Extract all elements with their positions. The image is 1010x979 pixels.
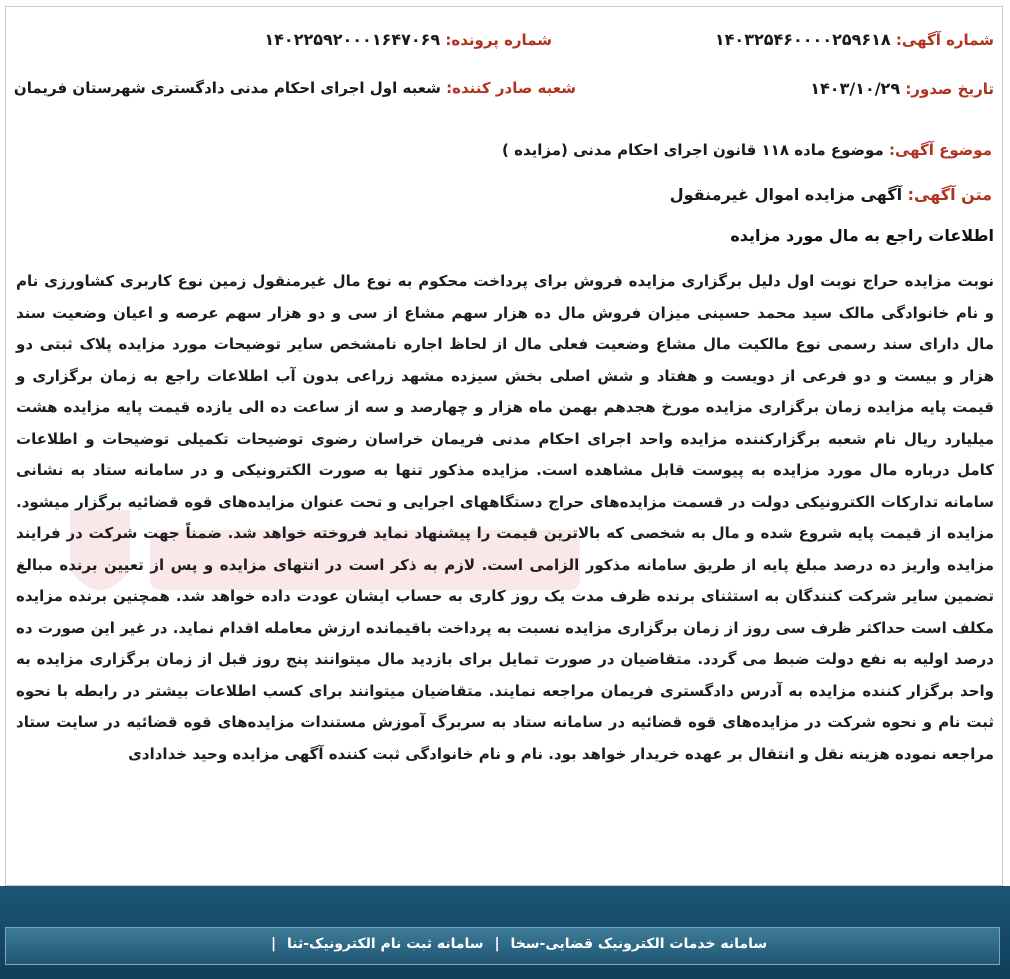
link-sakha[interactable]: سامانه خدمات الکترونیک قضایی-سخا bbox=[510, 936, 768, 952]
case-number-field bbox=[264, 30, 552, 49]
notice-text-field bbox=[670, 185, 992, 204]
notice-text-label: متن آگهی: bbox=[907, 185, 992, 204]
link-sana[interactable]: سامانه ثبت نام الکترونیک-ثنا bbox=[287, 936, 484, 952]
section-heading: اطلاعات راجع به مال مورد مزایده bbox=[730, 226, 994, 245]
issuing-branch-field bbox=[14, 79, 576, 97]
issue-date-label: تاریخ صدور: bbox=[905, 80, 994, 98]
issuing-branch-value: شعبه اول اجرای احکام مدنی دادگستری شهرستان فریمان bbox=[13, 79, 441, 97]
footer-separator: | bbox=[494, 936, 500, 952]
case-number-label: شماره پرونده: bbox=[445, 31, 552, 49]
subject-label: موضوع آگهی: bbox=[888, 141, 992, 159]
ad-number-field bbox=[715, 30, 994, 49]
issue-date-field bbox=[810, 79, 994, 98]
issue-date-value: ۱۴۰۳/۱۰/۲۹ bbox=[810, 79, 901, 98]
footer-separator-end: | bbox=[271, 936, 277, 952]
subject-value: موضوع ماده ۱۱۸ قانون اجرای احکام مدنی (مزایده ) bbox=[502, 141, 884, 159]
footer-links bbox=[265, 936, 767, 952]
notice-text-title: آگهی مزایده اموال غیرمنقول bbox=[669, 185, 903, 204]
issuing-branch-label: شعبه صادر کننده: bbox=[446, 79, 576, 97]
case-number-value: ۱۴۰۲۲۵۹۲۰۰۰۱۶۴۷۰۶۹ bbox=[264, 30, 441, 49]
notice-body: نوبت مزایده حراج نوبت اول دلیل برگزاری مزایده فروش برای پرداخت محکوم به نوع مال غیرمنقول زمین نوع کاربری کشاورزی نام و نام خانوادگی مالک سید محمد حسینی میزان فروش مال ده هزار سهم مشاع از سی و دو هزار سهم عرصه و اعیان وضعیت سند مال دارای سند رسمی نوع مالکیت مال مشاع وضعیت فعلی مال از لحاظ اجاره نامشخص سایر توضیحات مورد مزایده پلاک ثبتی دو هزار و بیست و دو فرعی از دویست و هفتاد و شش اصلی بخش سیزده مشهد زراعی بدون آب اطلاعات راجع به زمان برگزاری و قیمت پایه مزایده زمان برگزاری مزایده مورخ هجدهم بهمن ماه هزار و چهارصد و سه از ساعت ده الی یازده قیمت پایه مزایده هشت میلیارد ریال نام شعبه برگزارکننده مزایده واحد اجرای احکام مدنی فریمان خراسان رضوی توضیحات تکمیلی توضیحات و اطلاعات کامل درباره مال مورد مزایده به پیوست قابل مشاهده است. مزایده مذکور تنها به صورت الکترونیکی و در سامانه ستاد به نشانی سامانه تدارکات الکترونیکی دولت در قسمت مزایده‌های حراج دستگاههای اجرایی و تحت عنوان مزایده‌های قوه قضائیه برگزار میشود. مزایده از قیمت پایه شروع شده و مال به شخصی که بالاترین قیمت را پیشنهاد نماید فروخته خواهد شد. ضمناً جهت شرکت در فرایند مزایده واریز ده درصد مبلغ پایه از طریق سامانه مذکور الزامی است. لازم به ذکر است در انتهای مزایده و پس از تعیین برنده مبالغ تضمین سایر شرکت کنندگان به استثنای برنده ظرف مدت یک روز کاری به حساب ایشان عودت داده خواهد شد. همچنین برنده مزایده مکلف است حداکثر ظرف سی روز از زمان برگزاری مزایده نسبت به پرداخت باقیمانده ارزش معامله اقدام نماید. در غیر این صورت ده درصد اولیه به نفع دولت ضبط می گردد. متقاضیان در صورت تمایل برای بازدید مال میتوانند پنج روز قبل از زمان برگزاری مزایده به واحد برگزار کننده مزایده به آدرس دادگستری فریمان مراجعه نمایند. متقاضیان میتوانند برای کسب اطلاعات بیشتر در رابطه با نحوه ثبت نام و نحوه شرکت در مزایده‌های قوه قضائیه در سامانه ستاد به سربرگ آموزش مستندات مزایده‌های قوه قضائیه در سایت ستاد مراجعه نموده هزینه نقل و انتقال بر عهده خریدار خواهد بود. نام و نام خانوادگی ثبت کننده آگهی مزایده وحید خدادادی bbox=[16, 272, 994, 763]
subject-field bbox=[502, 141, 992, 159]
ad-number-value: ۱۴۰۳۲۵۴۶۰۰۰۰۲۵۹۶۱۸ bbox=[714, 30, 891, 49]
ad-number-label: شماره آگهی: bbox=[895, 31, 994, 49]
